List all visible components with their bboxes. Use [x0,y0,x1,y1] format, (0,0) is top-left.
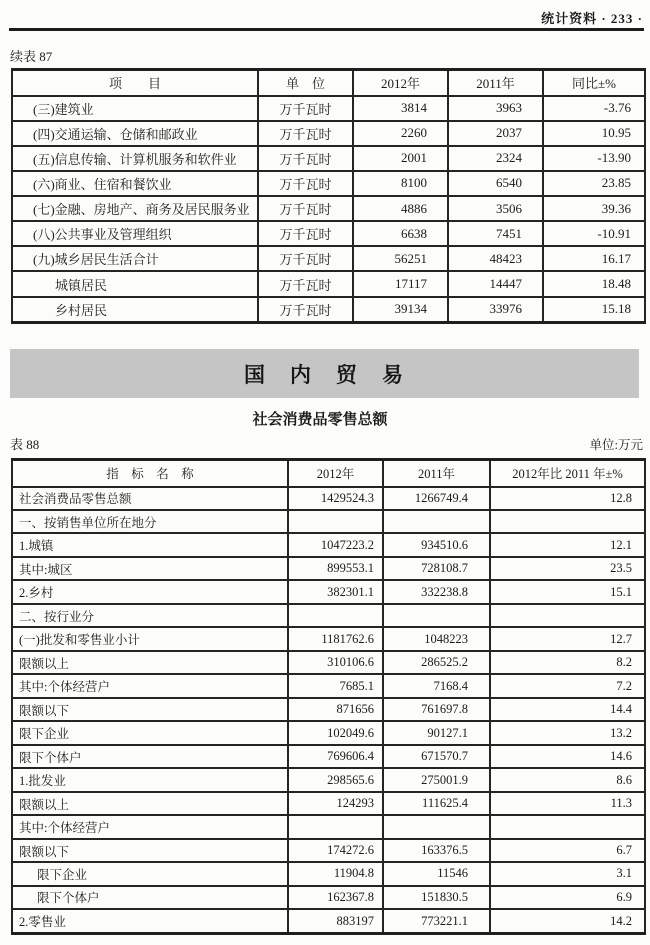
indicator-cell: 限下个体户 [12,745,288,768]
yoy-percent-cell: 39.36 [543,196,645,221]
header-row [12,460,645,487]
value-2011-cell: 671570.7 [383,745,490,768]
value-2011-cell: 11546 [383,862,490,885]
value-2012-cell: 6638 [353,221,448,246]
table-row [12,580,645,603]
item-cell: (四)交通运输、仓储和邮政业 [12,121,258,146]
yoy-percent-cell: 12.8 [490,487,645,510]
unit-cell: 万千瓦时 [258,221,353,246]
indicator-cell: 其中:个体经营户 [12,815,288,838]
value-2011-cell: 163376.5 [383,839,490,862]
indicator-cell: 2.乡村 [12,580,288,603]
unit-cell: 万千瓦时 [258,121,353,146]
value-2011-cell: 3506 [448,196,543,221]
indicator-cell: 限额以下 [12,698,288,721]
column-header-2011: 2011年 [383,460,490,487]
value-2012-cell: 1181762.6 [288,627,383,650]
table-87-body [12,96,645,323]
value-2011-cell [383,815,490,838]
value-2011-cell: 275001.9 [383,768,490,791]
item-cell: 城镇居民 [12,271,258,296]
item-cell: (五)信息传输、计算机服务和软件业 [12,146,258,171]
yoy-percent-cell: 16.17 [543,246,645,271]
value-2011-cell [383,604,490,627]
value-2012-cell [288,510,383,533]
value-2011-cell: 761697.8 [383,698,490,721]
value-2012-cell: 883197 [288,909,383,933]
value-2011-cell: 14447 [448,271,543,296]
yoy-percent-cell: -3.76 [543,96,645,121]
yoy-percent-cell: 10.95 [543,121,645,146]
header-row [12,70,645,96]
table-row [12,297,645,323]
section-subtitle: 社会消费品零售总额 [252,412,388,428]
unit-cell: 万千瓦时 [258,146,353,171]
table-88-body [12,487,645,934]
value-2011-cell: 33976 [448,297,543,323]
item-cell: (八)公共事业及管理组织 [12,221,258,246]
unit-cell: 万千瓦时 [258,171,353,196]
yoy-percent-cell: 11.3 [490,792,645,815]
yoy-percent-cell: 15.18 [543,297,645,323]
value-2012-cell: 8100 [353,171,448,196]
item-cell: (九)城乡居民生活合计 [12,246,258,271]
value-2012-cell: 39134 [353,297,448,323]
table-row [12,768,645,791]
column-header-2012: 2012年 [288,460,383,487]
yoy-percent-cell: 13.2 [490,721,645,744]
value-2012-cell: 174272.6 [288,839,383,862]
table-row [12,171,645,196]
table-row [12,246,645,271]
table-row [12,196,645,221]
value-2012-cell: 11904.8 [288,862,383,885]
unit-label: 单位:万元 [589,438,643,452]
item-cell: (三)建筑业 [12,96,258,121]
running-head: 统计资料 · 233 · [541,11,643,26]
indicator-cell: 一、按销售单位所在地分 [12,510,288,533]
column-header-2011: 2011年 [448,70,543,96]
table-row [12,146,645,171]
yoy-percent-cell [490,815,645,838]
yoy-percent-cell: 8.6 [490,768,645,791]
column-header-yoy: 2012年比 2011 年±% [490,460,645,487]
value-2012-cell: 56251 [353,246,448,271]
table-row [12,271,645,296]
table-88-meta [10,436,643,453]
item-cell: (七)金融、房地产、商务及居民服务业 [12,196,258,221]
yoy-percent-cell: 12.7 [490,627,645,650]
header-rule [9,28,644,31]
value-2012-cell: 124293 [288,792,383,815]
table-row [12,721,645,744]
value-2012-cell: 102049.6 [288,721,383,744]
value-2011-cell: 1048223 [383,627,490,650]
yoy-percent-cell: 14.2 [490,909,645,933]
value-2011-cell: 332238.8 [383,580,490,603]
table-row [12,909,645,933]
column-header-unit: 单 位 [258,70,353,96]
section-title: 国 内 贸 易 [244,362,405,387]
unit-cell: 万千瓦时 [258,297,353,323]
indicator-cell: 2.零售业 [12,909,288,933]
value-2012-cell: 162367.8 [288,886,383,909]
yoy-percent-cell: 18.48 [543,271,645,296]
value-2012-cell: 310106.6 [288,651,383,674]
yoy-percent-cell: 14.6 [490,745,645,768]
table-row [12,96,645,121]
continued-table-label: 续表 87 [10,49,53,64]
table-row [12,221,645,246]
table-row [12,651,645,674]
value-2011-cell: 2324 [448,146,543,171]
value-2012-cell: 382301.1 [288,580,383,603]
value-2011-cell: 7451 [448,221,543,246]
column-header-indicator: 指 标 名 称 [12,460,288,487]
value-2012-cell: 7685.1 [288,674,383,697]
value-2011-cell: 7168.4 [383,674,490,697]
unit-cell: 万千瓦时 [258,271,353,296]
indicator-cell: 1.批发业 [12,768,288,791]
indicator-cell: 限额以下 [12,839,288,862]
yoy-percent-cell: -13.90 [543,146,645,171]
item-cell: (六)商业、住宿和餐饮业 [12,171,258,196]
table-row [12,557,645,580]
value-2012-cell: 4886 [353,196,448,221]
table-87 [11,68,646,324]
yoy-percent-cell: 8.2 [490,651,645,674]
table-88-label: 表 88 [10,437,40,452]
yoy-percent-cell: 23.5 [490,557,645,580]
indicator-cell: 限下企业 [12,721,288,744]
indicator-cell: 限下个体户 [12,886,288,909]
value-2012-cell: 899553.1 [288,557,383,580]
value-2011-cell [383,510,490,533]
unit-cell: 万千瓦时 [258,246,353,271]
value-2011-cell: 286525.2 [383,651,490,674]
value-2012-cell [288,815,383,838]
yoy-percent-cell: 7.2 [490,674,645,697]
table-row [12,510,645,533]
table-row [12,815,645,838]
yoy-percent-cell: 6.7 [490,839,645,862]
table-row [12,604,645,627]
column-header-2012: 2012年 [353,70,448,96]
indicator-cell: 社会消费品零售总额 [12,487,288,510]
indicator-cell: (一)批发和零售业小计 [12,627,288,650]
value-2011-cell: 3963 [448,96,543,121]
value-2012-cell: 298565.6 [288,768,383,791]
column-header-item: 项 目 [12,70,258,96]
yoy-percent-cell [490,510,645,533]
item-cell: 乡村居民 [12,297,258,323]
value-2011-cell: 48423 [448,246,543,271]
value-2011-cell: 6540 [448,171,543,196]
value-2012-cell: 1429524.3 [288,487,383,510]
value-2012-cell: 1047223.2 [288,533,383,556]
value-2012-cell [288,604,383,627]
indicator-cell: 限额以上 [12,792,288,815]
section-banner [10,349,639,398]
table-row [12,886,645,909]
value-2012-cell: 2260 [353,121,448,146]
table-row [12,674,645,697]
indicator-cell: 其中:城区 [12,557,288,580]
value-2011-cell: 90127.1 [383,721,490,744]
table-88-header [12,460,645,487]
table-row [12,698,645,721]
indicator-cell: 1.城镇 [12,533,288,556]
yoy-percent-cell: 23.85 [543,171,645,196]
unit-cell: 万千瓦时 [258,96,353,121]
yoy-percent-cell: 15.1 [490,580,645,603]
unit-cell: 万千瓦时 [258,196,353,221]
yoy-percent-cell: 14.4 [490,698,645,721]
value-2012-cell: 2001 [353,146,448,171]
table-row [12,533,645,556]
value-2011-cell: 773221.1 [383,909,490,933]
table-87-header [12,70,645,96]
column-header-yoy: 同比±% [543,70,645,96]
value-2011-cell: 934510.6 [383,533,490,556]
table-row [12,862,645,885]
value-2012-cell: 3814 [353,96,448,121]
yoy-percent-cell: 12.1 [490,533,645,556]
yoy-percent-cell [490,604,645,627]
indicator-cell: 二、按行业分 [12,604,288,627]
value-2011-cell: 111625.4 [383,792,490,815]
table-row [12,839,645,862]
value-2012-cell: 17117 [353,271,448,296]
yoy-percent-cell: 6.9 [490,886,645,909]
yoy-percent-cell: -10.91 [543,221,645,246]
yoy-percent-cell: 3.1 [490,862,645,885]
value-2011-cell: 728108.7 [383,557,490,580]
value-2011-cell: 1266749.4 [383,487,490,510]
value-2012-cell: 769606.4 [288,745,383,768]
indicator-cell: 其中:个体经营户 [12,674,288,697]
indicator-cell: 限额以上 [12,651,288,674]
table-row [12,627,645,650]
table-row [12,792,645,815]
value-2011-cell: 151830.5 [383,886,490,909]
table-row [12,745,645,768]
table-row [12,487,645,510]
value-2011-cell: 2037 [448,121,543,146]
table-88 [11,458,646,935]
table-row [12,121,645,146]
indicator-cell: 限下企业 [12,862,288,885]
value-2012-cell: 871656 [288,698,383,721]
